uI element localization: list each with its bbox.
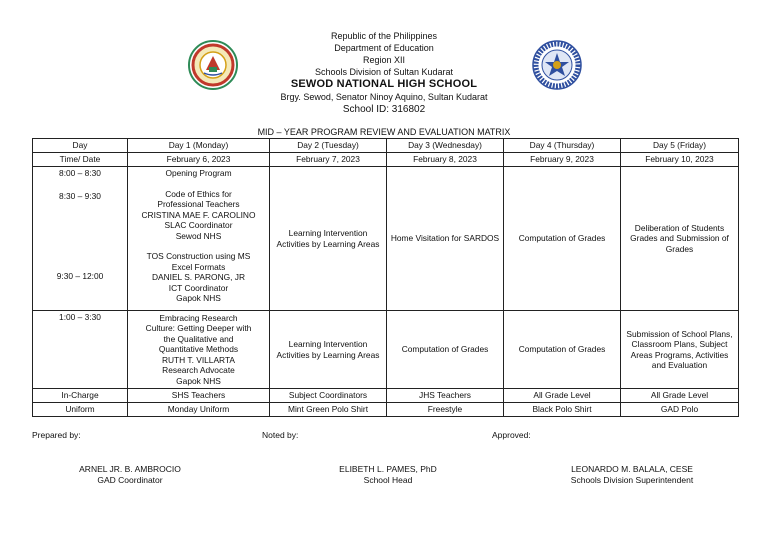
speaker-name: RUTH T. VILLARTA xyxy=(161,354,236,365)
speaker-school: Sewod NHS xyxy=(175,230,222,241)
school-address: Brgy. Sewod, Senator Ninoy Aquino, Sultan Kudarat xyxy=(280,92,488,102)
speaker-role: ICT Coordinator xyxy=(168,282,229,293)
day4-afternoon-cell: Computation of Grades xyxy=(504,311,621,389)
day1-morning-cell xyxy=(128,167,270,311)
approved-label: Approved: xyxy=(492,430,531,440)
date-row xyxy=(33,153,739,167)
uniform-cell: Monday Uniform xyxy=(128,403,270,417)
signatory-name: LEONARDO M. BALALA, CESE xyxy=(571,464,693,474)
date-cell: Time/ Date xyxy=(33,153,128,167)
region-line: Region XII xyxy=(362,55,406,65)
header-cell: Day 2 (Tuesday) xyxy=(270,139,387,153)
day5-afternoon-cell: Submission of School Plans, Classroom Plans, Subject Areas Programs, Activities and Evaluation xyxy=(621,311,739,389)
uniform-cell: Black Polo Shirt xyxy=(504,403,621,417)
header-cell: Day 5 (Friday) xyxy=(621,139,739,153)
header-cell: Day xyxy=(33,139,128,153)
session-title: Professional Teachers xyxy=(157,199,240,209)
prepared-signatory xyxy=(40,464,220,486)
session-title: Culture: Getting Deeper with xyxy=(145,323,252,334)
program-matrix xyxy=(32,138,739,417)
day-header-row xyxy=(33,139,739,153)
school-id: School ID: 316802 xyxy=(342,104,426,115)
incharge-cell: JHS Teachers xyxy=(387,389,504,403)
signatory-name: ARNEL JR. B. AMBROCIO xyxy=(79,464,181,474)
uniform-cell: Freestyle xyxy=(387,403,504,417)
uniform-row xyxy=(33,403,739,417)
header-cell: Day 3 (Wednesday) xyxy=(387,139,504,153)
signatory-title: GAD Coordinator xyxy=(97,475,163,485)
time-slot: 8:00 – 8:30 xyxy=(59,168,101,178)
date-cell: February 8, 2023 xyxy=(387,153,504,167)
incharge-cell: In-Charge xyxy=(33,389,128,403)
speaker-role: SLAC Coordinator xyxy=(164,220,233,230)
document-title: MID – YEAR PROGRAM REVIEW AND EVALUATION MATRIX xyxy=(257,127,511,137)
signatory-title: School Head xyxy=(363,475,413,485)
incharge-row xyxy=(33,389,739,403)
header-cell: Day 4 (Thursday) xyxy=(504,139,621,153)
morning-row xyxy=(33,167,739,311)
afternoon-time-cell: 1:00 – 3:30 xyxy=(33,311,128,389)
school-name: SEWOD NATIONAL HIGH SCHOOL xyxy=(290,78,478,90)
noted-label: Noted by: xyxy=(262,430,299,440)
session-title: Quantitative Methods xyxy=(158,344,239,355)
speaker-role: Research Advocate xyxy=(162,365,235,376)
incharge-cell: All Grade Level xyxy=(621,389,739,403)
incharge-cell: Subject Coordinators xyxy=(270,389,387,403)
session-title: the Qualitative and xyxy=(163,333,234,344)
day2-morning-cell: Learning Intervention Activities by Learning Areas xyxy=(270,167,387,311)
signatory-name: ELIBETH L. PAMES, PhD xyxy=(339,464,437,474)
date-cell: February 9, 2023 xyxy=(504,153,621,167)
session-title: TOS Construction using MS xyxy=(146,251,251,261)
letterhead xyxy=(0,30,768,116)
division-line: Schools Division of Sultan Kudarat xyxy=(314,67,454,77)
incharge-cell: All Grade Level xyxy=(504,389,621,403)
day4-morning-cell: Computation of Grades xyxy=(504,167,621,311)
noted-signatory xyxy=(298,464,478,486)
session-title: Code of Ethics for xyxy=(165,188,232,199)
day5-morning-cell: Deliberation of Students Grades and Submission of Grades xyxy=(621,167,739,311)
afternoon-row xyxy=(33,311,739,389)
date-cell: February 10, 2023 xyxy=(621,153,739,167)
header-cell: Day 1 (Monday) xyxy=(128,139,270,153)
day3-afternoon-cell: Computation of Grades xyxy=(387,311,504,389)
signatory-title: Schools Division Superintendent xyxy=(570,475,694,485)
session-title: Embracing Research xyxy=(159,312,238,323)
date-cell: February 7, 2023 xyxy=(270,153,387,167)
approved-signatory xyxy=(522,464,742,486)
day1-afternoon-cell xyxy=(128,311,270,389)
speaker-school: Gapok NHS xyxy=(176,375,221,386)
speaker-name: DANIEL S. PARONG, JR xyxy=(151,272,246,282)
time-slot: 8:30 – 9:30 xyxy=(59,191,101,201)
incharge-cell: SHS Teachers xyxy=(128,389,270,403)
session-title: Excel Formats xyxy=(171,261,226,272)
time-slot: 9:30 – 12:00 xyxy=(56,271,104,281)
republic-line: Republic of the Philippines xyxy=(330,31,438,41)
speaker-name: CRISTINA MAE F. CAROLINO xyxy=(141,209,256,220)
speaker-school: Gapok NHS xyxy=(176,293,221,303)
day3-morning-cell: Home Visitation for SARDOS xyxy=(387,167,504,311)
department-line: Department of Education xyxy=(334,43,434,53)
date-cell: February 6, 2023 xyxy=(128,153,270,167)
uniform-cell: Uniform xyxy=(33,403,128,417)
prepared-label: Prepared by: xyxy=(32,430,81,440)
morning-time-cell xyxy=(33,167,128,311)
opening-program: Opening Program xyxy=(165,168,232,178)
day2-afternoon-cell: Learning Intervention Activities by Learning Areas xyxy=(270,311,387,389)
uniform-cell: GAD Polo xyxy=(621,403,739,417)
uniform-cell: Mint Green Polo Shirt xyxy=(270,403,387,417)
